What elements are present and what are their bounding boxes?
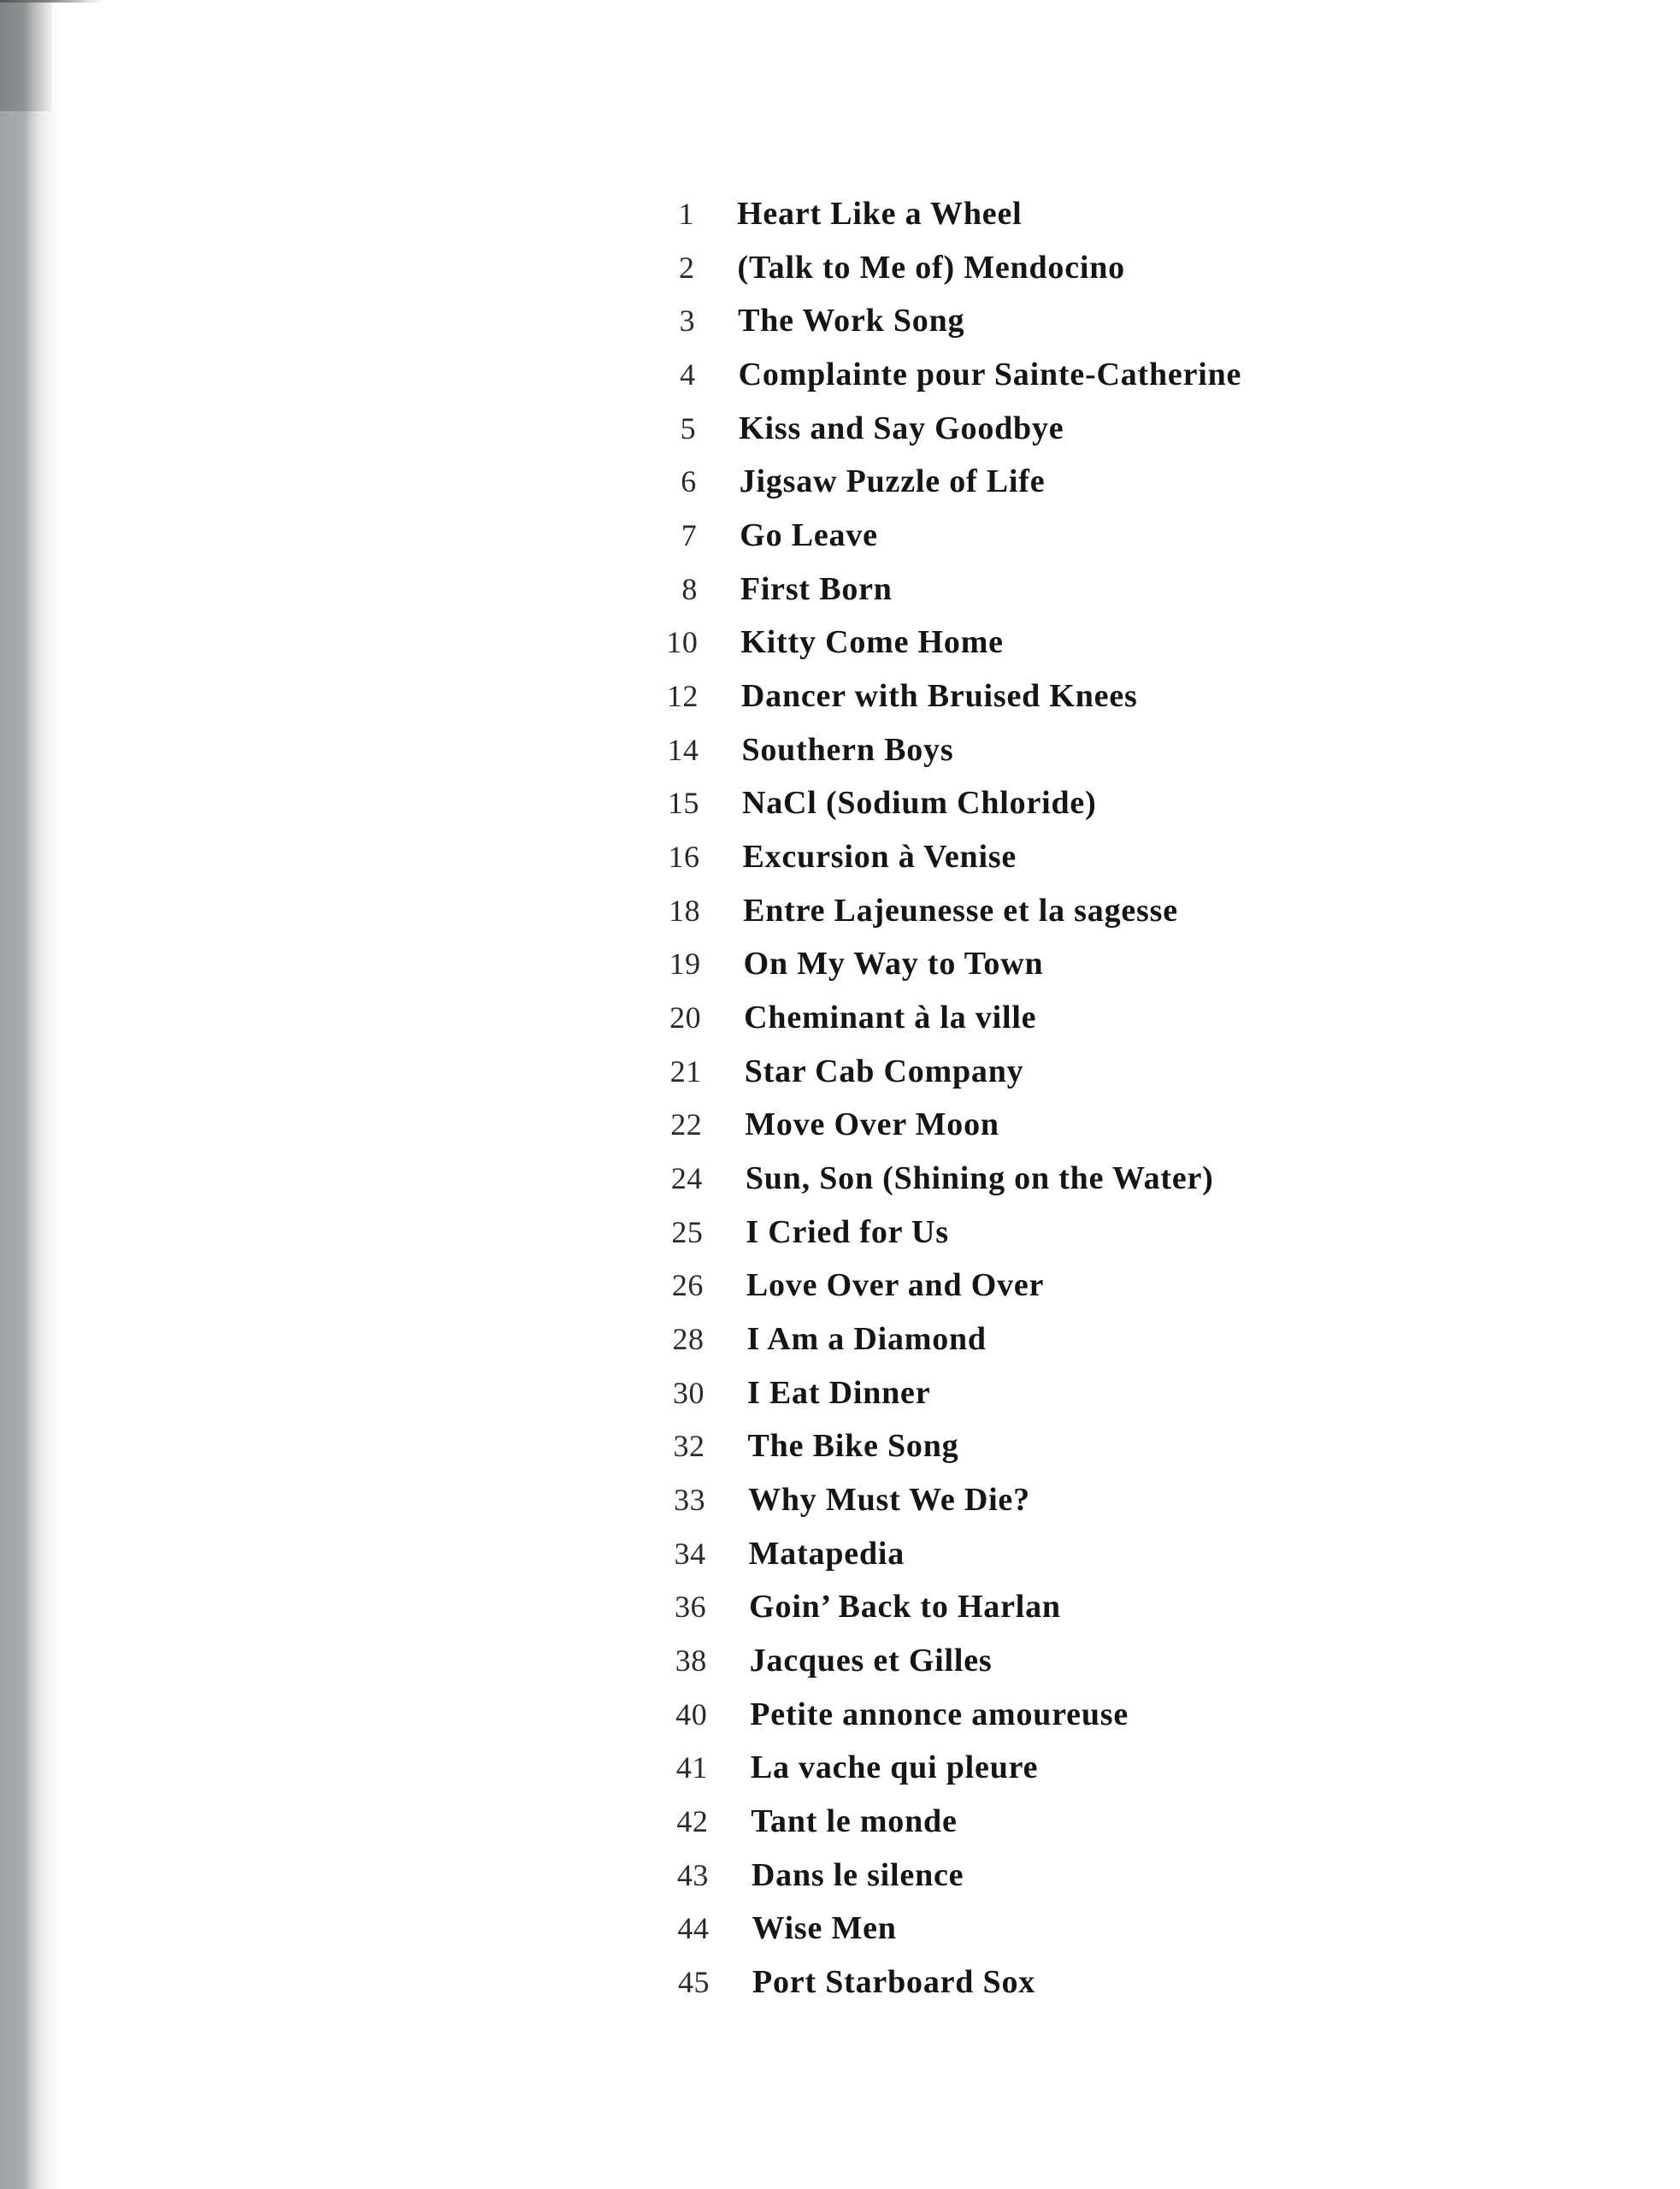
toc-page-number: 44 [677,1911,710,1946]
toc-entry [652,1320,986,1372]
toc-entry [653,1374,930,1425]
toc-entry [657,1856,964,1908]
toc-page-number: 3 [679,304,696,339]
toc-song-title: Go Leave [740,517,878,553]
toc-entry [654,1427,959,1478]
toc-entry [651,1053,1024,1104]
toc-entry [650,945,1044,996]
toc-page-number: 24 [670,1161,703,1195]
toc-page-number: 38 [675,1643,707,1678]
toc-page-number: 36 [675,1590,707,1625]
toc-entry [643,195,1023,246]
toc-song-title: Dancer with Bruised Knees [740,678,1138,714]
toc-page-number: 4 [680,357,696,392]
toc-page-number: 8 [681,571,698,606]
toc-song-title: Entre Lajeunesse et la sagesse [743,892,1178,929]
toc-entry [657,1803,957,1854]
toc-page-number: 30 [673,1375,704,1410]
toc-song-title: Goin’ Back to Harlan [749,1589,1061,1626]
toc-entry [651,1159,1214,1211]
toc-page-number: 6 [681,464,697,499]
toc-page-number: 41 [675,1750,708,1785]
toc-song-title: The Bike Song [747,1428,959,1465]
toc-page-number: 34 [674,1536,706,1571]
toc-page-number: 1 [678,197,694,231]
toc-song-title: I Am a Diamond [746,1321,987,1357]
toc-entry [649,838,1017,889]
toc-entry [648,784,1097,835]
toc-song-title: Kiss and Say Goodbye [739,410,1064,446]
toc-page-number: 33 [674,1483,706,1517]
toc-entry [645,410,1064,461]
toc-page-number: 25 [671,1214,704,1249]
toc-song-title: Tant le monde [751,1803,958,1839]
toc-song-title: Dans le silence [751,1856,964,1893]
toc-entry [647,677,1138,729]
toc-song-title: Why Must We Die? [748,1482,1030,1518]
toc-entry [644,302,964,353]
toc-entry [646,570,893,622]
toc-entry [646,623,1003,675]
toc-entry [645,463,1046,514]
toc-entry [650,999,1036,1050]
toc-song-title: Southern Boys [741,731,954,768]
toc-entry [645,356,1242,407]
toc-song-title: Matapedia [748,1535,905,1572]
toc-song-title: I Cried for Us [746,1213,949,1250]
toc-song-title: Move Over Moon [745,1106,999,1143]
toc-page-number: 12 [666,679,699,713]
toc-song-title: (Talk to Me of) Mendocino [737,249,1125,286]
toc-song-title: La vache qui pleure [750,1749,1039,1786]
toc-song-title: Sun, Son (Shining on the Water) [745,1160,1214,1196]
toc-song-title: Jigsaw Puzzle of Life [739,463,1046,500]
toc-entry [656,1696,1129,1747]
toc-song-title: I Eat Dinner [747,1374,931,1411]
toc-song-title: Petite annonce amoureuse [750,1696,1129,1732]
toc-entry [656,1642,993,1693]
toc-song-title: Port Starboard Sox [752,1964,1036,2000]
toc-song-title: NaCl (Sodium Chloride) [742,785,1097,822]
toc-entry [651,1213,948,1265]
toc-entry [651,1106,999,1157]
toc-song-title: The Work Song [738,303,965,339]
toc-entry [647,731,953,782]
toc-song-title: Kitty Come Home [740,624,1004,661]
toc-page-number: 14 [667,732,699,767]
toc-entry [655,1535,905,1586]
toc-song-title: Cheminant à la ville [744,1000,1037,1035]
toc-song-title: Jacques et Gilles [749,1643,993,1679]
toc-page-number: 19 [669,947,701,982]
toc-page-number: 45 [678,1965,710,1999]
toc-page-number: 21 [669,1053,702,1089]
toc-song-title: Love Over and Over [746,1267,1045,1304]
toc-entry [657,1749,1038,1800]
toc-page-number: 42 [676,1804,709,1838]
toc-page-number: 43 [676,1857,709,1892]
toc-song-title: Star Cab Company [744,1053,1024,1089]
toc-page-number: 16 [668,840,700,874]
toc-entry [657,1909,896,1961]
toc-song-title: First Born [740,570,893,607]
toc-page-number: 10 [666,625,699,660]
toc-page-number: 15 [668,786,699,821]
toc-page-number: 18 [669,893,701,928]
toc-page-number: 20 [669,1000,702,1035]
toc-page-number: 28 [672,1322,704,1356]
toc-song-title: Wise Men [752,1910,897,1947]
toc-page-number: 2 [679,250,695,285]
toc-song-title: On My Way to Town [743,946,1044,982]
toc-song-title: Heart Like a Wheel [737,196,1023,232]
toc-page-number: 7 [681,518,698,552]
toc-entry [645,516,878,568]
toc-entry [655,1588,1061,1639]
toc-page-number: 26 [671,1268,704,1303]
toc-song-title: Complainte pour Sainte-Catherine [738,357,1242,392]
toc-page-number: 32 [673,1429,705,1464]
toc-page-number: 40 [675,1696,708,1732]
toc-page-number: 5 [680,410,697,445]
toc-song-title: Excursion à Venise [742,839,1017,875]
toc-entry [652,1266,1044,1318]
toc-entry [649,892,1178,943]
toc-entry [654,1481,1030,1532]
toc-entry [658,1963,1035,2015]
toc-entry [644,249,1125,300]
toc-page-number: 22 [670,1107,703,1142]
